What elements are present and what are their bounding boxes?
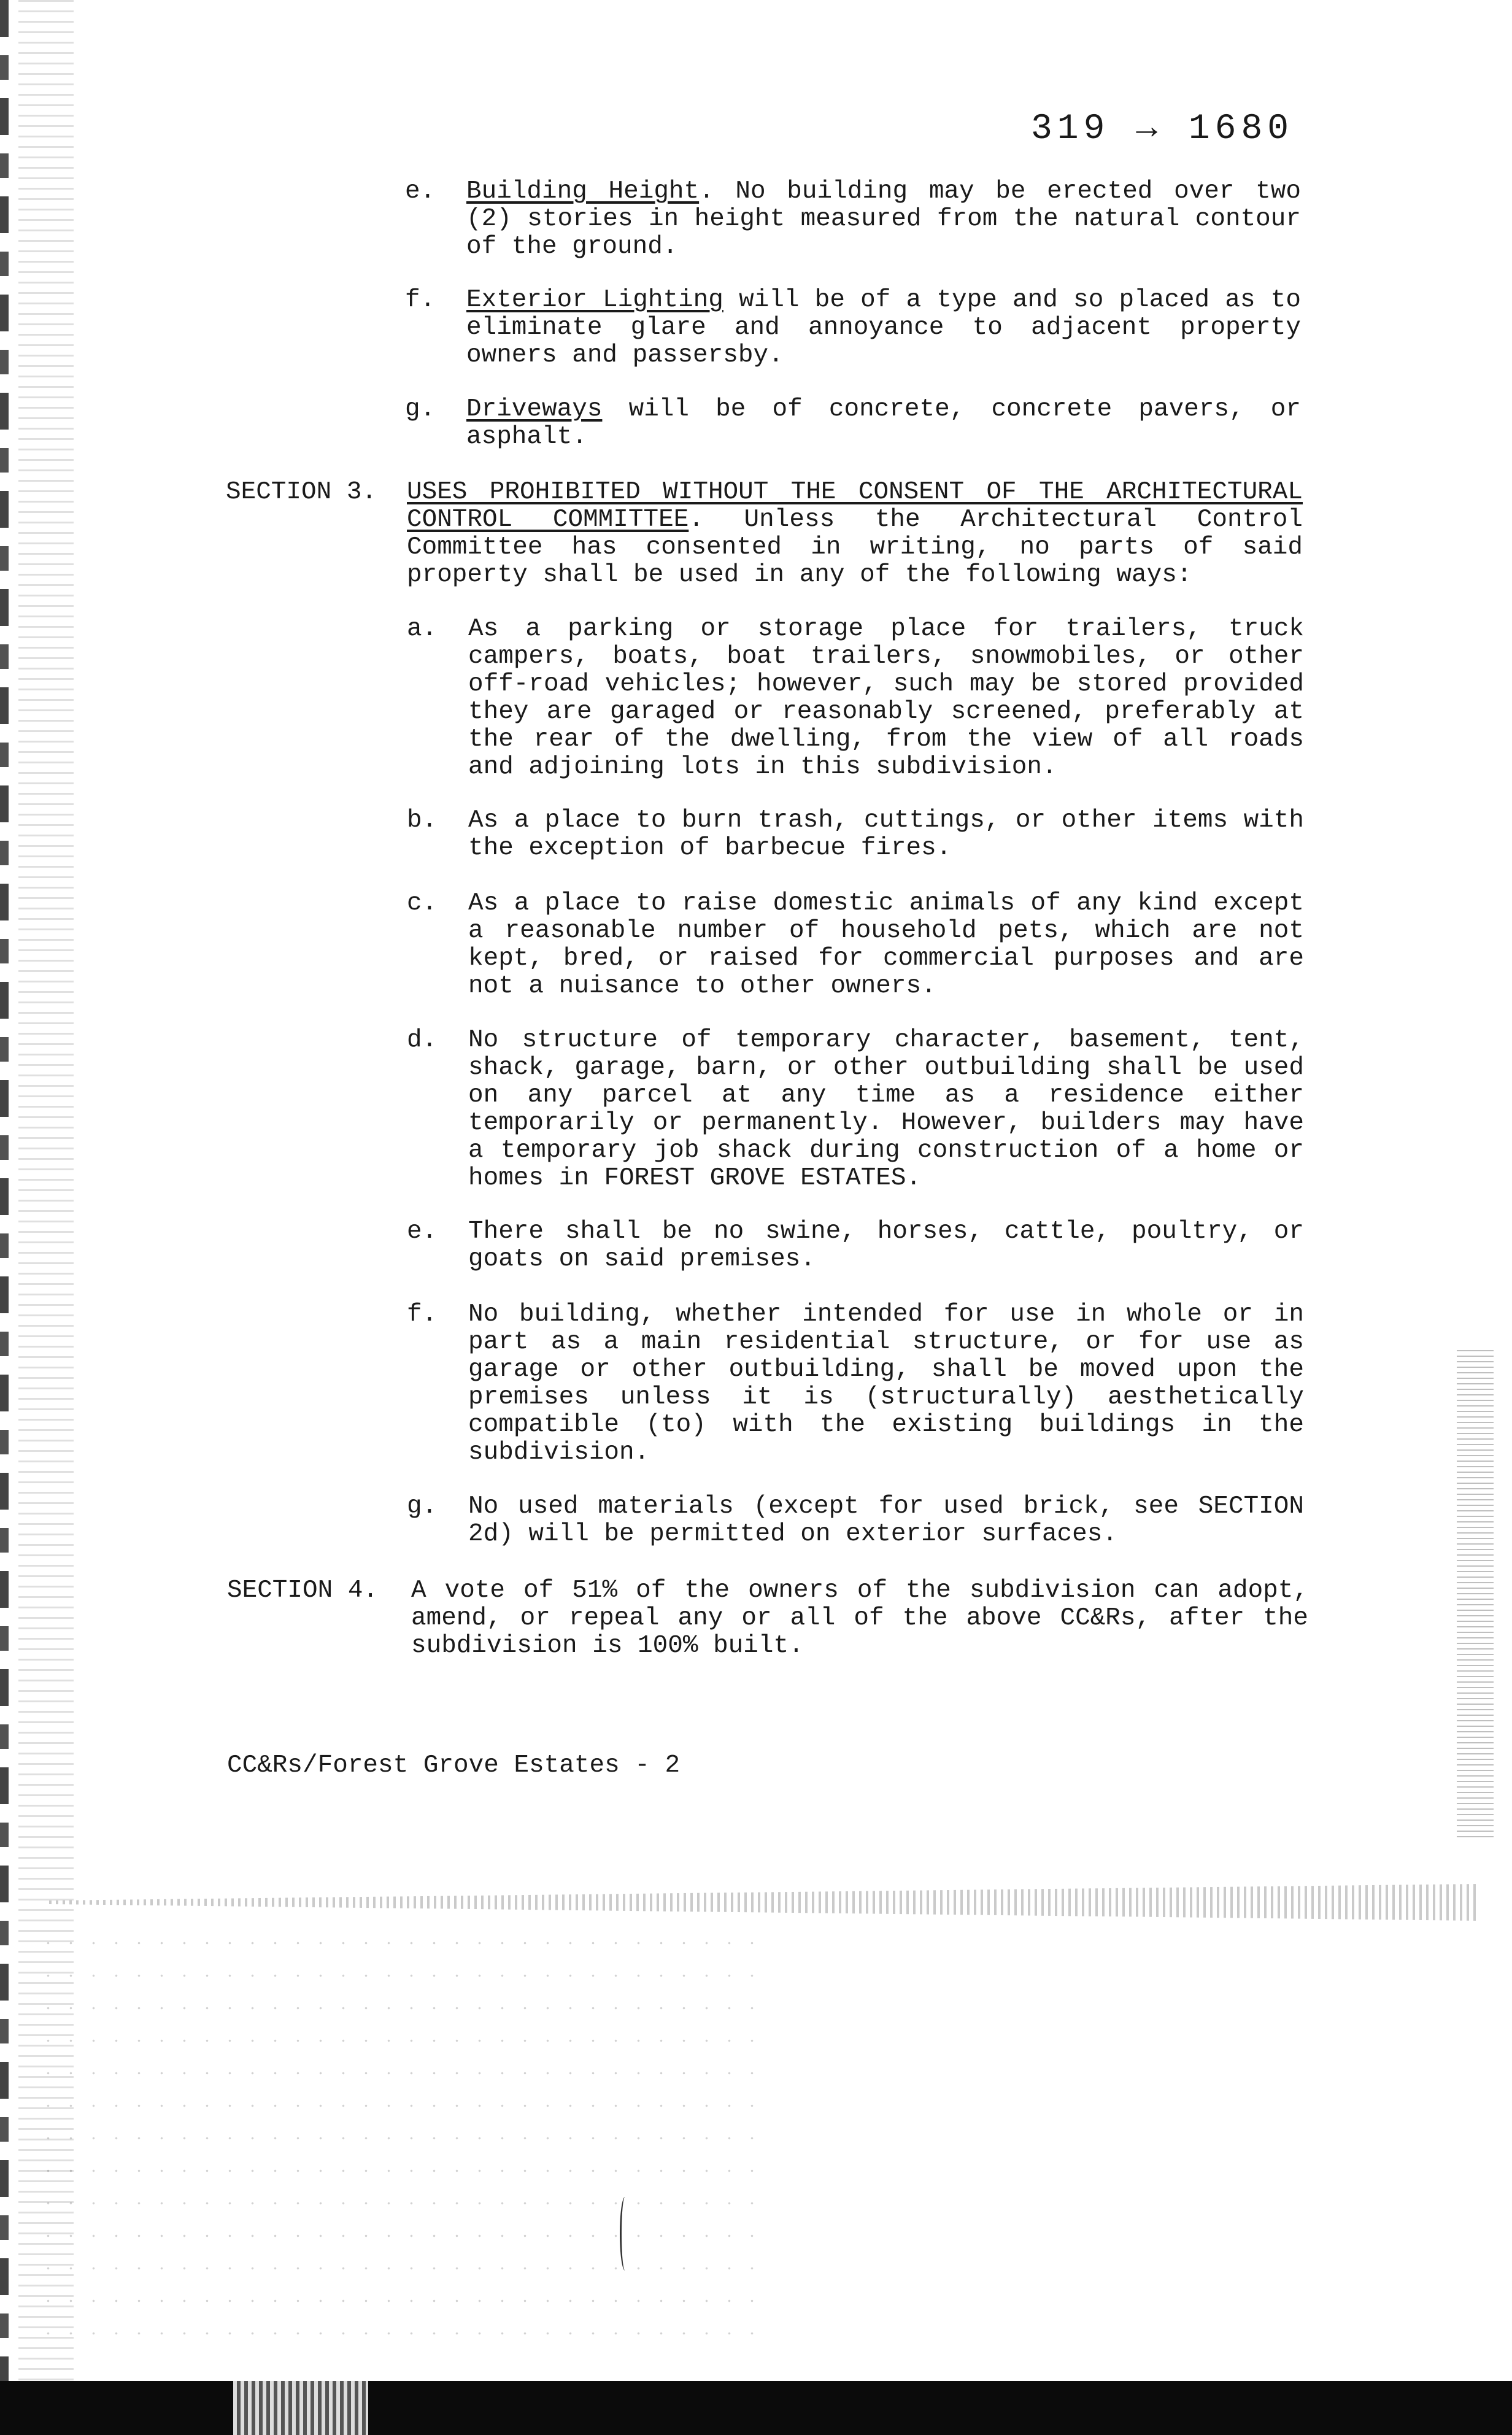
item-letter: a. — [407, 615, 438, 643]
item-letter: g. — [407, 1492, 438, 1521]
section-3-intro-text: . Unless the Architectural Control Committee has consented in writing, no parts of said property shall be used in any of the following ways: — [407, 506, 1303, 589]
section-3-item-g: No used materials (except for used brick, see SECTION 2d) will be permitted on exterior surfaces. — [468, 1492, 1304, 1548]
page-number: 319 → 1680 — [1031, 109, 1294, 149]
item-g-driveways — [466, 396, 1301, 451]
item-letter: e. — [407, 1218, 438, 1246]
section-3-heading: USES PROHIBITED WITHOUT THE CONSENT OF THE ARCHITECTURAL CONTROL COMMITTEE — [407, 478, 1303, 534]
item-text: will be of a type and so placed as to eliminate glare and annoyance to adjacent property owners and passersby. — [466, 286, 1301, 369]
section-3-item-c: As a place to raise domestic animals of any kind except a reasonable number of household pets, which are not kept, bred, or raised for commercial purposes and are not a nuisance to other owners. — [468, 889, 1304, 1000]
section-3-item-d: No structure of temporary character, basement, tent, shack, garage, barn, or other outbuilding shall be used on any parcel at any time as a residence either temporarily or permanently. However, builders may have a temporary job shack during construction of a home or homes in FOREST GROVE ESTATES. — [468, 1026, 1304, 1192]
item-text: will be of concrete, concrete pavers, or asphalt. — [466, 395, 1301, 451]
section-3-item-f: No building, whether intended for use in whole or in part as a main residential structure, or for use as garage or other outbuilding, shall be moved upon the premises unless it is (structurally) aesthetically compatible (to) with the existing buildings in the subdivision. — [468, 1300, 1304, 1467]
item-letter: d. — [407, 1026, 438, 1054]
item-title: Building Height — [466, 177, 700, 206]
item-title: Exterior Lighting — [466, 286, 723, 314]
section-3-item-e: There shall be no swine, horses, cattle, poultry, or goats on said premises. — [468, 1218, 1304, 1273]
item-text: . No building may be erected over two (2) stories in height measured from the natural contour of the ground. — [466, 177, 1301, 261]
scan-bottom-noise — [233, 2381, 368, 2435]
page-footer: CC&Rs/Forest Grove Estates - 2 — [227, 1751, 681, 1780]
scan-noise — [1457, 1350, 1494, 1841]
pencil-mark — [620, 2197, 630, 2271]
section-3-label: SECTION 3. — [226, 478, 377, 506]
item-letter: f. — [407, 1300, 438, 1329]
item-letter: g. — [405, 395, 436, 423]
item-f-exterior-lighting — [466, 287, 1301, 369]
item-letter: e. — [405, 177, 436, 206]
section-4-text: A vote of 51% of the owners of the subdivision can adopt, amend, or repeal any or all of the above CC&Rs, after the subdivision is 100% built. — [411, 1576, 1308, 1660]
item-title: Driveways — [466, 395, 603, 423]
item-letter: b. — [407, 806, 438, 835]
item-e-building-height — [466, 178, 1301, 261]
item-letter: f. — [405, 286, 436, 314]
page-fold-shadow — [49, 1884, 1479, 1921]
item-letter: c. — [407, 889, 438, 917]
scan-edge-artifact — [0, 0, 9, 2435]
section-4-label: SECTION 4. — [227, 1576, 379, 1605]
scan-bottom-border — [0, 2381, 1512, 2435]
section-3-item-a: As a parking or storage place for trailers, truck campers, boats, boat trailers, snowmobiles, or other off-road vehicles; however, such may be stored provided they are garaged or reasonably screened, preferably at the rear of the dwelling, from the view of all roads and adjoining lots in this subdivision. — [468, 615, 1304, 781]
section-3-item-b: As a place to burn trash, cuttings, or other items with the exception of barbecue fires. — [468, 806, 1304, 862]
section-3-intro — [407, 479, 1303, 589]
scan-speckles — [37, 1927, 773, 2356]
